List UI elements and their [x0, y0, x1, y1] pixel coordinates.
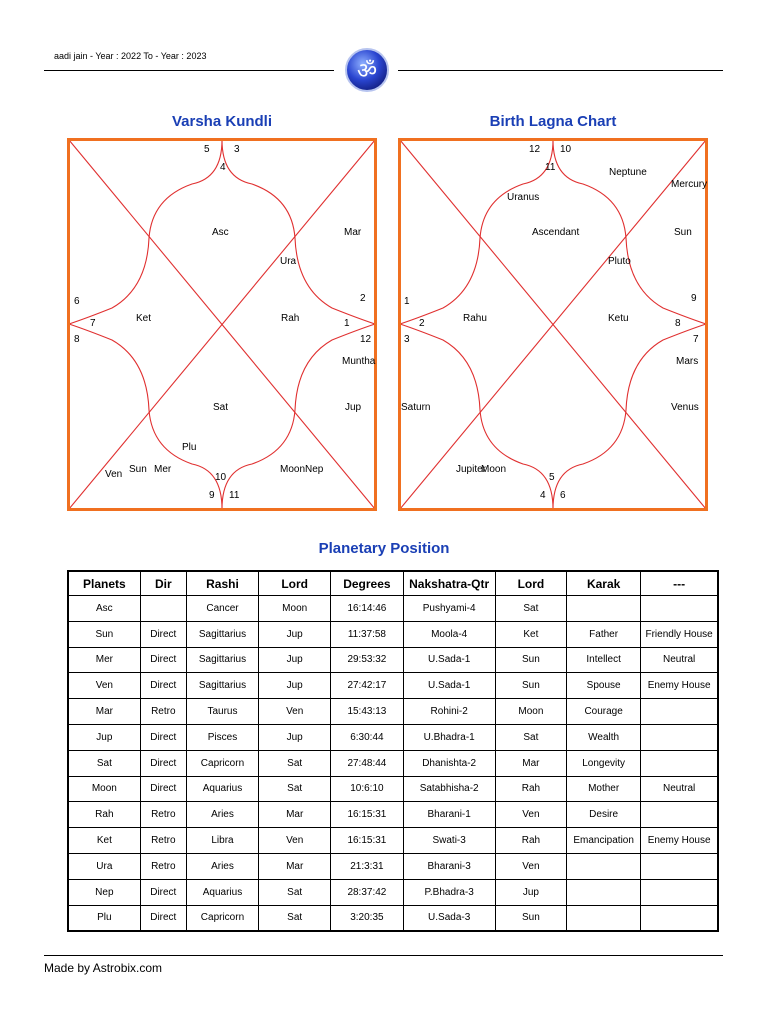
table-cell: Enemy House: [641, 673, 718, 699]
table-cell: 11:37:58: [331, 621, 403, 647]
table-row: [68, 879, 718, 905]
table-cell: Bharani-3: [403, 853, 495, 879]
planetary-position-table: [67, 570, 719, 932]
table-row: [68, 673, 718, 699]
table-row: [68, 905, 718, 931]
table-cell: P.Bhadra-3: [403, 879, 495, 905]
table-cell: Mother: [567, 776, 641, 802]
table-cell: Mar: [259, 853, 331, 879]
table-cell: 15:43:13: [331, 699, 403, 725]
house-number: 11: [229, 490, 240, 501]
column-header: Planets: [68, 571, 140, 596]
table-cell: Mar: [68, 699, 140, 725]
table-row: [68, 828, 718, 854]
table-cell: Ven: [495, 802, 566, 828]
planet-label: Ketu: [608, 313, 629, 324]
house-number: 1: [344, 318, 350, 329]
table-cell: Sagittarius: [186, 621, 258, 647]
planet-label: Sun: [674, 227, 692, 238]
planet-label: Ven: [105, 469, 123, 480]
table-cell: Wealth: [567, 724, 641, 750]
table-row: [68, 802, 718, 828]
planet-label: Rahu: [463, 313, 487, 324]
table-cell: 27:48:44: [331, 750, 403, 776]
table-cell: Ket: [495, 621, 566, 647]
planetary-position-title: Planetary Position: [318, 540, 450, 557]
table-cell: Direct: [140, 750, 186, 776]
table-cell: Pisces: [186, 724, 258, 750]
planet-label: Mar: [344, 227, 362, 238]
table-cell: Sat: [259, 776, 331, 802]
table-row: [68, 853, 718, 879]
table-cell: Longevity: [567, 750, 641, 776]
house-number: 3: [234, 144, 240, 155]
table-cell: U.Sada-3: [403, 905, 495, 931]
report-header: aadi jain - Year : 2022 To - Year : 2023: [54, 51, 207, 61]
table-cell: Sat: [68, 750, 140, 776]
house-number: 12: [529, 144, 541, 155]
table-cell: Pushyami-4: [403, 596, 495, 622]
table-cell: 10:6:10: [331, 776, 403, 802]
table-row: [68, 750, 718, 776]
table-cell: [567, 905, 641, 931]
house-number: 12: [360, 334, 372, 345]
house-number: 1: [404, 296, 410, 307]
table-cell: 16:14:46: [331, 596, 403, 622]
planet-label: Jup: [345, 402, 362, 413]
table-cell: Mar: [495, 750, 566, 776]
planet-label: Mars: [676, 356, 699, 367]
table-cell: [641, 724, 718, 750]
table-cell: Direct: [140, 905, 186, 931]
table-cell: [567, 596, 641, 622]
house-number: 3: [404, 334, 410, 345]
table-cell: Jup: [259, 724, 331, 750]
table-cell: Spouse: [567, 673, 641, 699]
table-cell: Jup: [259, 647, 331, 673]
table-cell: Rah: [495, 828, 566, 854]
column-header: Lord: [495, 571, 566, 596]
table-cell: [567, 853, 641, 879]
table-cell: Direct: [140, 776, 186, 802]
birth-lagna-title: Birth Lagna Chart: [489, 113, 617, 130]
table-cell: Plu: [68, 905, 140, 931]
planet-label: Mer: [154, 464, 172, 475]
table-cell: U.Sada-1: [403, 647, 495, 673]
table-row: [68, 621, 718, 647]
table-cell: Direct: [140, 673, 186, 699]
column-header: Rashi: [186, 571, 258, 596]
table-cell: Asc: [68, 596, 140, 622]
column-header: Degrees: [331, 571, 403, 596]
table-cell: Capricorn: [186, 750, 258, 776]
table-cell: Capricorn: [186, 905, 258, 931]
table-cell: 3:20:35: [331, 905, 403, 931]
table-cell: Sat: [259, 750, 331, 776]
table-cell: Retro: [140, 802, 186, 828]
planet-label: Plu: [182, 442, 197, 453]
table-row: [68, 724, 718, 750]
column-header: ---: [641, 571, 718, 596]
table-cell: Dhanishta-2: [403, 750, 495, 776]
table-cell: Satabhisha-2: [403, 776, 495, 802]
house-number: 8: [675, 318, 681, 329]
table-cell: Neutral: [641, 647, 718, 673]
table-cell: Sun: [495, 673, 566, 699]
table-cell: [567, 879, 641, 905]
planet-label: Venus: [671, 402, 699, 413]
table-cell: Sat: [259, 879, 331, 905]
table-cell: 28:37:42: [331, 879, 403, 905]
table-row: [68, 647, 718, 673]
table-cell: Ven: [259, 699, 331, 725]
house-number: 8: [74, 334, 80, 345]
table-cell: Nep: [68, 879, 140, 905]
planet-label: Mercury: [671, 179, 708, 190]
table-cell: Cancer: [186, 596, 258, 622]
house-number: 2: [419, 318, 425, 329]
table-cell: Taurus: [186, 699, 258, 725]
table-cell: Rohini-2: [403, 699, 495, 725]
planet-label: Moon: [481, 464, 507, 475]
planet-label: Sat: [213, 402, 229, 413]
planet-label: Ura: [280, 256, 297, 267]
planet-label: Uranus: [507, 192, 540, 203]
table-cell: Direct: [140, 647, 186, 673]
house-number: 10: [560, 144, 572, 155]
table-cell: Sat: [495, 596, 566, 622]
table-cell: [641, 905, 718, 931]
table-body: [68, 596, 718, 932]
table-row: [68, 596, 718, 622]
table-cell: 27:42:17: [331, 673, 403, 699]
table-cell: [641, 699, 718, 725]
table-cell: [641, 879, 718, 905]
table-cell: Jup: [259, 621, 331, 647]
house-number: 6: [560, 490, 566, 501]
table-cell: [641, 802, 718, 828]
house-number: 2: [360, 293, 366, 304]
table-cell: Neutral: [641, 776, 718, 802]
table-cell: Intellect: [567, 647, 641, 673]
planet-label: Rah: [281, 313, 300, 324]
table-cell: Enemy House: [641, 828, 718, 854]
birth-lagna-chart: [398, 138, 708, 511]
table-cell: Mer: [68, 647, 140, 673]
house-number: 9: [691, 293, 697, 304]
table-cell: [641, 853, 718, 879]
table-cell: [140, 596, 186, 622]
table-cell: Aries: [186, 802, 258, 828]
table-cell: Moola-4: [403, 621, 495, 647]
table-cell: Sun: [495, 647, 566, 673]
table-cell: Ven: [495, 853, 566, 879]
house-number: 7: [90, 318, 96, 329]
table-cell: Aries: [186, 853, 258, 879]
table-cell: Libra: [186, 828, 258, 854]
table-cell: Rah: [68, 802, 140, 828]
planet-label: Saturn: [401, 402, 431, 413]
house-number: 10: [215, 472, 227, 483]
table-cell: Friendly House: [641, 621, 718, 647]
planet-label: Ket: [136, 313, 152, 324]
om-symbol-icon: [344, 47, 390, 93]
table-cell: Sun: [68, 621, 140, 647]
table-cell: Bharani-1: [403, 802, 495, 828]
table-cell: Ket: [68, 828, 140, 854]
planet-label: Sun: [129, 464, 147, 475]
column-header: Nakshatra-Qtr: [403, 571, 495, 596]
column-header: Lord: [259, 571, 331, 596]
house-number: 11: [545, 162, 556, 173]
table-cell: Aquarius: [186, 776, 258, 802]
footer-credit: Made by Astrobix.com: [44, 961, 163, 975]
table-row: [68, 776, 718, 802]
table-cell: Sagittarius: [186, 673, 258, 699]
table-cell: Rah: [495, 776, 566, 802]
header-divider-right: [398, 70, 723, 71]
svg-text:ॐ: ॐ: [356, 59, 378, 84]
table-cell: U.Bhadra-1: [403, 724, 495, 750]
table-cell: 21:3:31: [331, 853, 403, 879]
table-header-row: [68, 571, 718, 596]
table-cell: U.Sada-1: [403, 673, 495, 699]
table-cell: 6:30:44: [331, 724, 403, 750]
table-cell: Desire: [567, 802, 641, 828]
table-cell: Emancipation: [567, 828, 641, 854]
table-cell: Retro: [140, 828, 186, 854]
table-cell: 16:15:31: [331, 802, 403, 828]
table-cell: Ven: [68, 673, 140, 699]
table-cell: [641, 750, 718, 776]
header-divider-left: [44, 70, 334, 71]
planet-label: Pluto: [608, 256, 631, 267]
table-cell: Jup: [259, 673, 331, 699]
table-cell: Ven: [259, 828, 331, 854]
table-cell: Ura: [68, 853, 140, 879]
planet-label: Neptune: [609, 167, 647, 178]
planet-label: Jupiter: [456, 464, 487, 475]
planet-label: Ascendant: [532, 227, 580, 238]
table-row: [68, 699, 718, 725]
varsha-kundli-chart: [67, 138, 377, 511]
table-cell: Moon: [68, 776, 140, 802]
table-cell: Moon: [259, 596, 331, 622]
table-cell: Mar: [259, 802, 331, 828]
table-cell: [641, 596, 718, 622]
table-cell: Retro: [140, 853, 186, 879]
table-cell: Sat: [495, 724, 566, 750]
house-number: 7: [693, 334, 699, 345]
table-cell: Sun: [495, 905, 566, 931]
house-number: 4: [220, 162, 226, 173]
planet-label: MoonNep: [280, 464, 324, 475]
table-cell: Direct: [140, 724, 186, 750]
table-cell: Direct: [140, 879, 186, 905]
table-cell: Swati-3: [403, 828, 495, 854]
table-cell: Retro: [140, 699, 186, 725]
table-cell: 29:53:32: [331, 647, 403, 673]
house-number: 5: [204, 144, 210, 155]
house-number: 5: [549, 472, 555, 483]
table-cell: Jup: [495, 879, 566, 905]
house-number: 9: [209, 490, 215, 501]
table-cell: Aquarius: [186, 879, 258, 905]
planet-label: Asc: [212, 227, 229, 238]
varsha-kundli-title: Varsha Kundli: [171, 113, 273, 130]
table-cell: 16:15:31: [331, 828, 403, 854]
column-header: Dir: [140, 571, 186, 596]
table-cell: Direct: [140, 621, 186, 647]
house-number: 4: [540, 490, 546, 501]
table-cell: Father: [567, 621, 641, 647]
column-header: Karak: [567, 571, 641, 596]
footer-divider: [44, 955, 723, 956]
planet-label: Muntha: [342, 356, 376, 367]
table-cell: Moon: [495, 699, 566, 725]
table-cell: Sagittarius: [186, 647, 258, 673]
house-number: 6: [74, 296, 80, 307]
table-cell: Jup: [68, 724, 140, 750]
table-cell: Courage: [567, 699, 641, 725]
table-cell: Sat: [259, 905, 331, 931]
